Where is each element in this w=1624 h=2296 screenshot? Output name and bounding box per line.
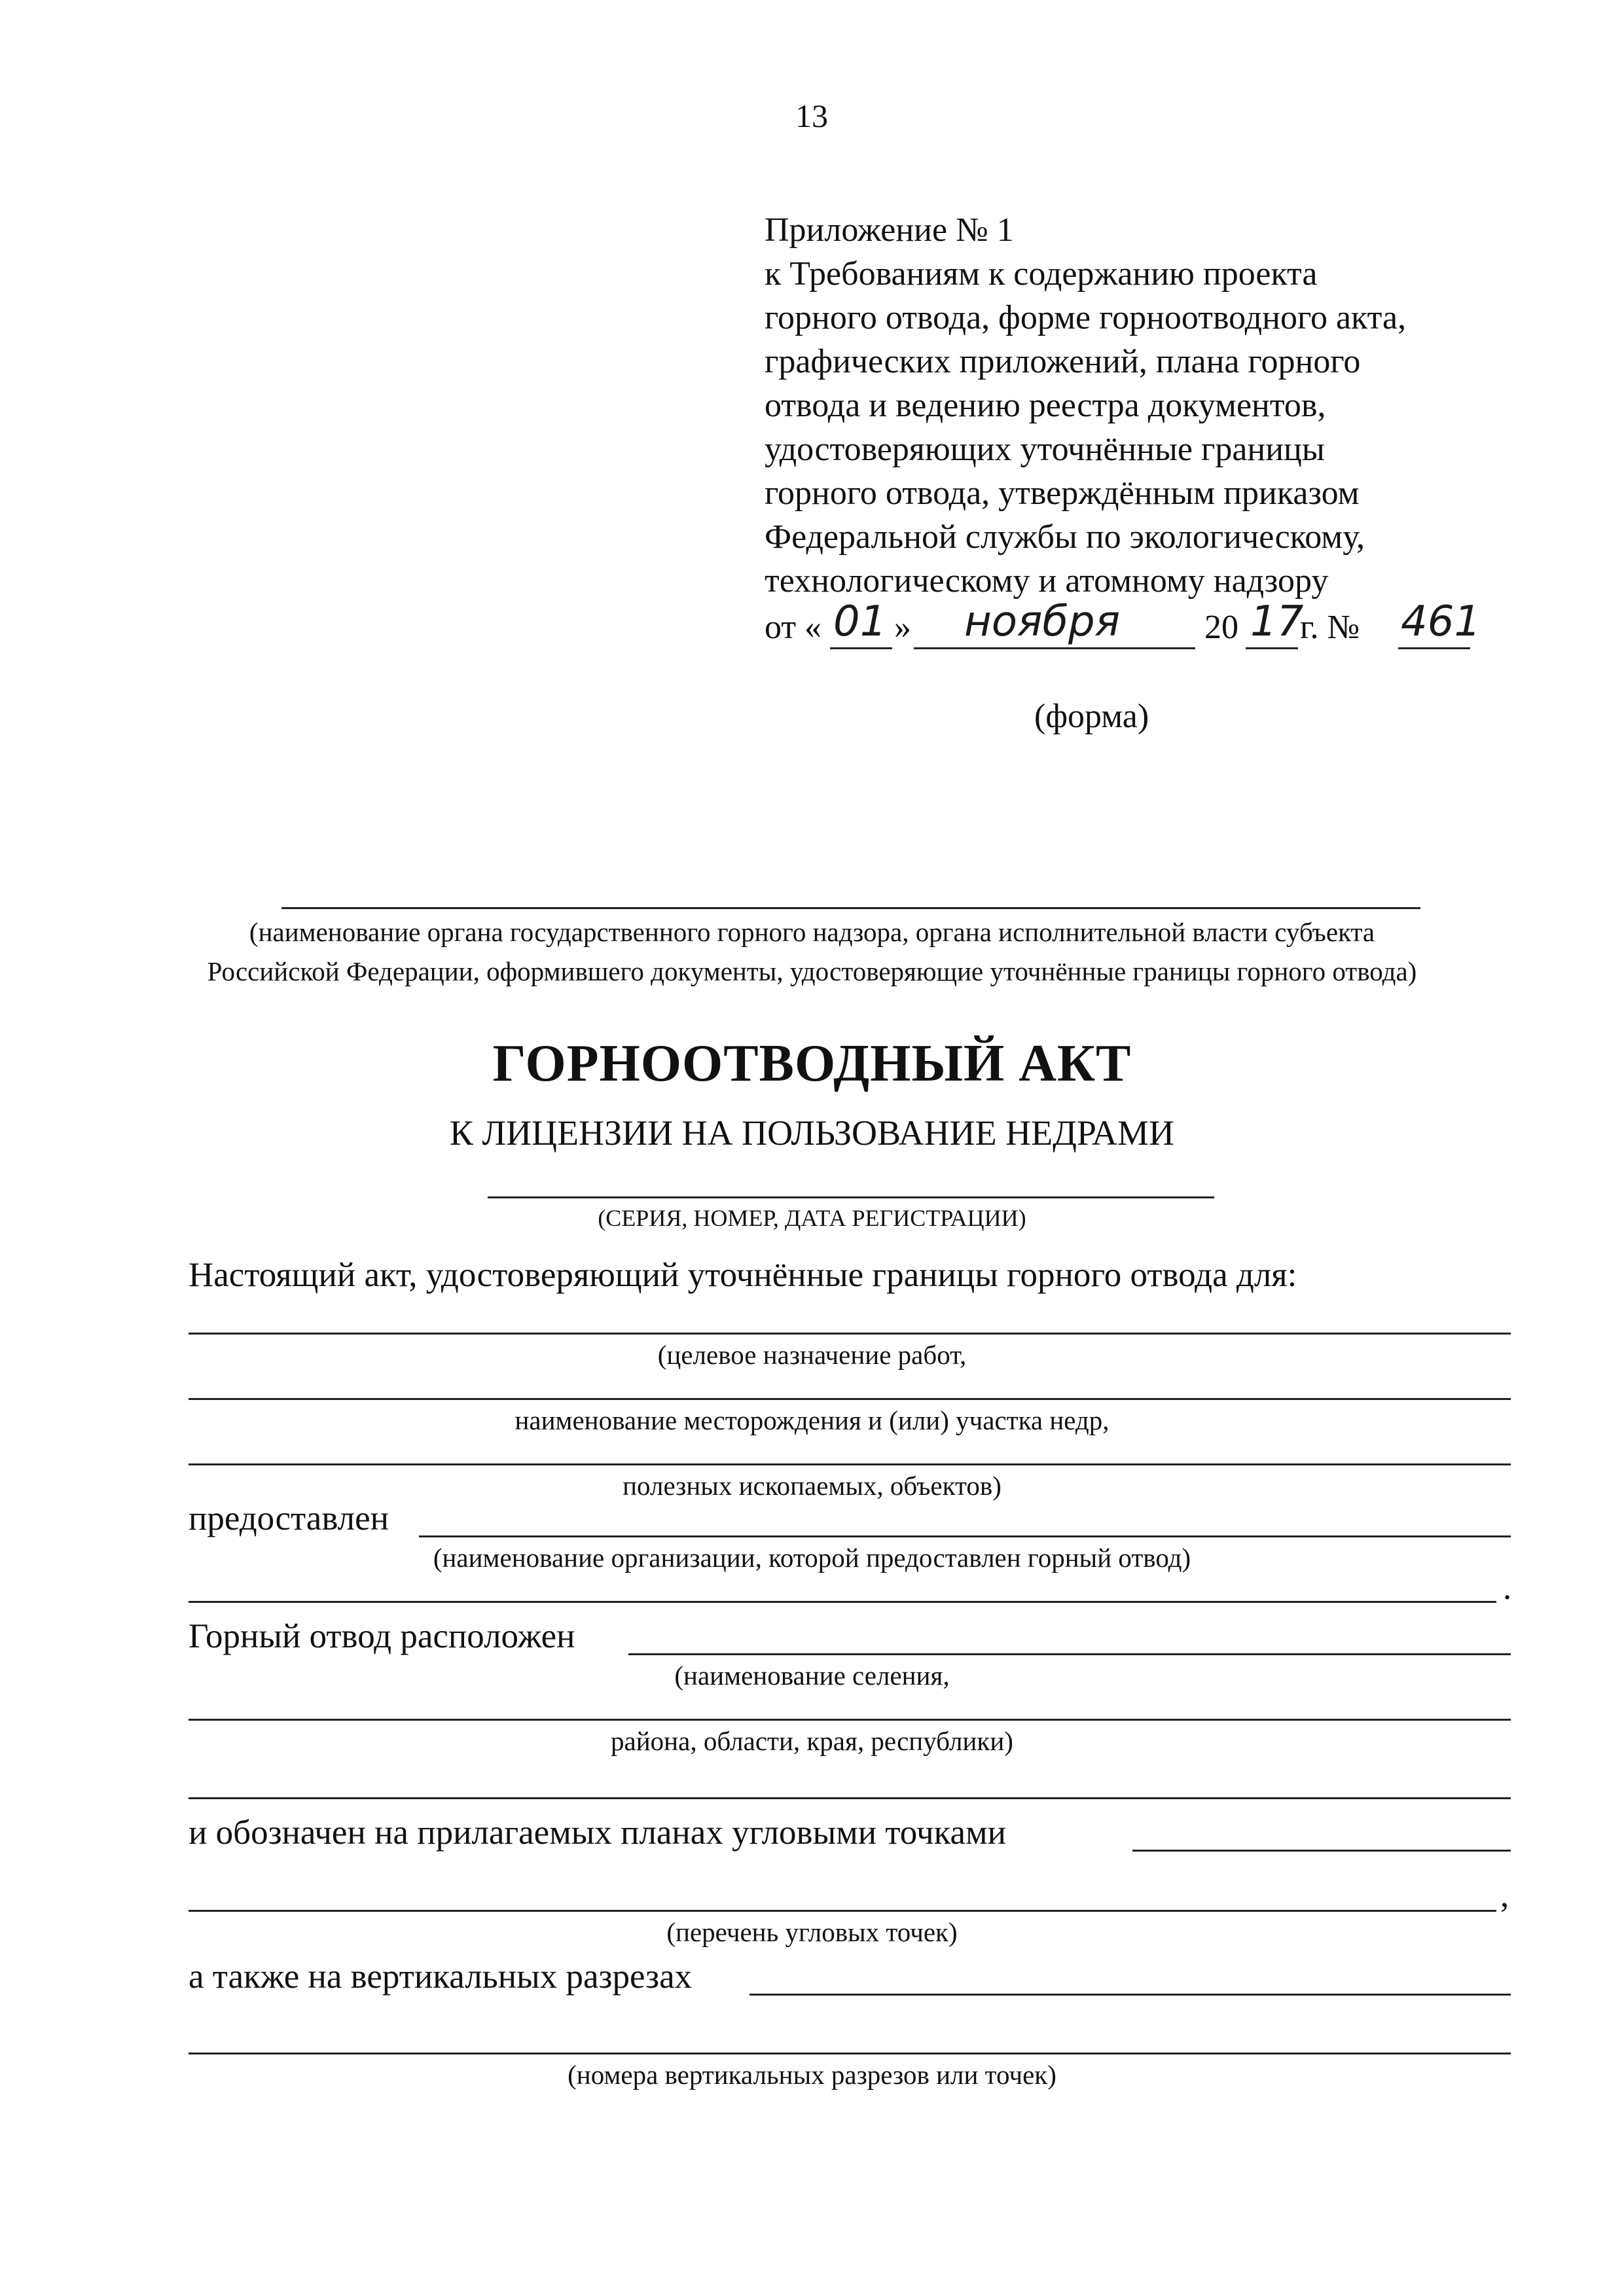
granted-field-line <box>419 1535 1511 1537</box>
location-caption-1: (наименование селения, <box>674 1660 950 1691</box>
vertical-sections-field-line-1 <box>749 1994 1511 1996</box>
handwritten-month: ноября <box>964 598 1121 646</box>
document-subtitle: К ЛИЦЕНЗИИ НА ПОЛЬЗОВАНИЕ НЕДРАМИ <box>449 1113 1175 1153</box>
appendix-line: Приложение № 1 <box>765 211 1014 249</box>
appendix-header <box>765 208 1583 603</box>
handwritten-day: 01 <box>833 598 887 646</box>
handwritten-year: 17 <box>1250 598 1304 646</box>
appendix-line: Федеральной службы по экологическому, <box>765 518 1365 556</box>
license-caption: (СЕРИЯ, НОМЕР, ДАТА РЕГИСТРАЦИИ) <box>598 1205 1026 1231</box>
location-field-line-1 <box>628 1653 1511 1655</box>
purpose-field-line-2 <box>189 1398 1511 1400</box>
location-field-line-3 <box>189 1797 1511 1799</box>
corner-points-caption: (перечень угловых точек) <box>666 1917 958 1947</box>
page-number: 13 <box>795 98 828 134</box>
authority-caption-line2: Российской Федерации, оформившего документы, удостоверяющие уточнённые границы горного отвода) <box>207 956 1417 986</box>
appendix-line: отвода и ведению реестра документов, <box>765 387 1326 424</box>
date-quote-close: » <box>894 609 911 646</box>
purpose-caption-1: (целевое назначение работ, <box>657 1340 967 1370</box>
corner-points-comma: , <box>1500 1876 1509 1914</box>
appendix-line: горного отвода, утверждённым приказом <box>765 475 1360 512</box>
location-field-line-2 <box>189 1719 1511 1721</box>
corner-points-field-line-1 <box>1132 1850 1511 1852</box>
appendix-line: горного отвода, форме горноотводного акта, <box>765 299 1407 336</box>
handwritten-order-number: 461 <box>1401 598 1481 646</box>
vertical-sections-caption: (номера вертикальных разрезов или точек) <box>568 2060 1056 2090</box>
vertical-sections-field-line-2 <box>189 2053 1511 2054</box>
license-field-line <box>488 1196 1214 1198</box>
intro-text: Настоящий акт, удостоверяющий уточнённые границы горного отвода для: <box>189 1256 1297 1294</box>
granted-label: предоставлен <box>189 1499 389 1537</box>
document-title: ГОРНООТВОДНЫЙ АКТ <box>492 1035 1132 1092</box>
appendix-line: графических приложений, плана горного <box>765 343 1361 380</box>
order-date-line <box>765 598 1583 653</box>
location-label: Горный отвод расположен <box>189 1617 575 1655</box>
date-year-unit: г. № <box>1300 609 1360 646</box>
authority-field-line <box>281 907 1420 909</box>
purpose-caption-3: полезных ископаемых, объектов) <box>623 1471 1001 1501</box>
purpose-field-line-1 <box>189 1333 1511 1335</box>
location-caption-2: района, области, края, республики) <box>611 1726 1013 1756</box>
purpose-caption-2: наименование месторождения и (или) участка недр, <box>514 1405 1110 1435</box>
date-prefix: от « <box>765 609 822 646</box>
vertical-sections-label: а также на вертикальных разрезах <box>189 1958 693 1996</box>
corner-points-field-line-2 <box>189 1910 1496 1912</box>
form-label: (форма) <box>1034 698 1149 735</box>
authority-caption-line1: (наименование органа государственного горного надзора, органа исполнительной власти субъекта <box>249 917 1375 947</box>
appendix-line: технологическому и атомному надзору <box>765 562 1329 600</box>
appendix-line: удостоверяющих уточнённые границы <box>765 431 1325 468</box>
date-year-prefix: 20 <box>1204 609 1238 646</box>
granted-field-line-2 <box>189 1601 1496 1603</box>
granted-line-period: . <box>1503 1569 1512 1607</box>
granted-caption: (наименование организации, которой предоставлен горный отвод) <box>433 1543 1191 1573</box>
corner-points-label: и обозначен на прилагаемых планах угловыми точками <box>189 1814 1006 1852</box>
purpose-field-line-3 <box>189 1463 1511 1465</box>
appendix-line: к Требованиям к содержанию проекта <box>765 255 1318 293</box>
